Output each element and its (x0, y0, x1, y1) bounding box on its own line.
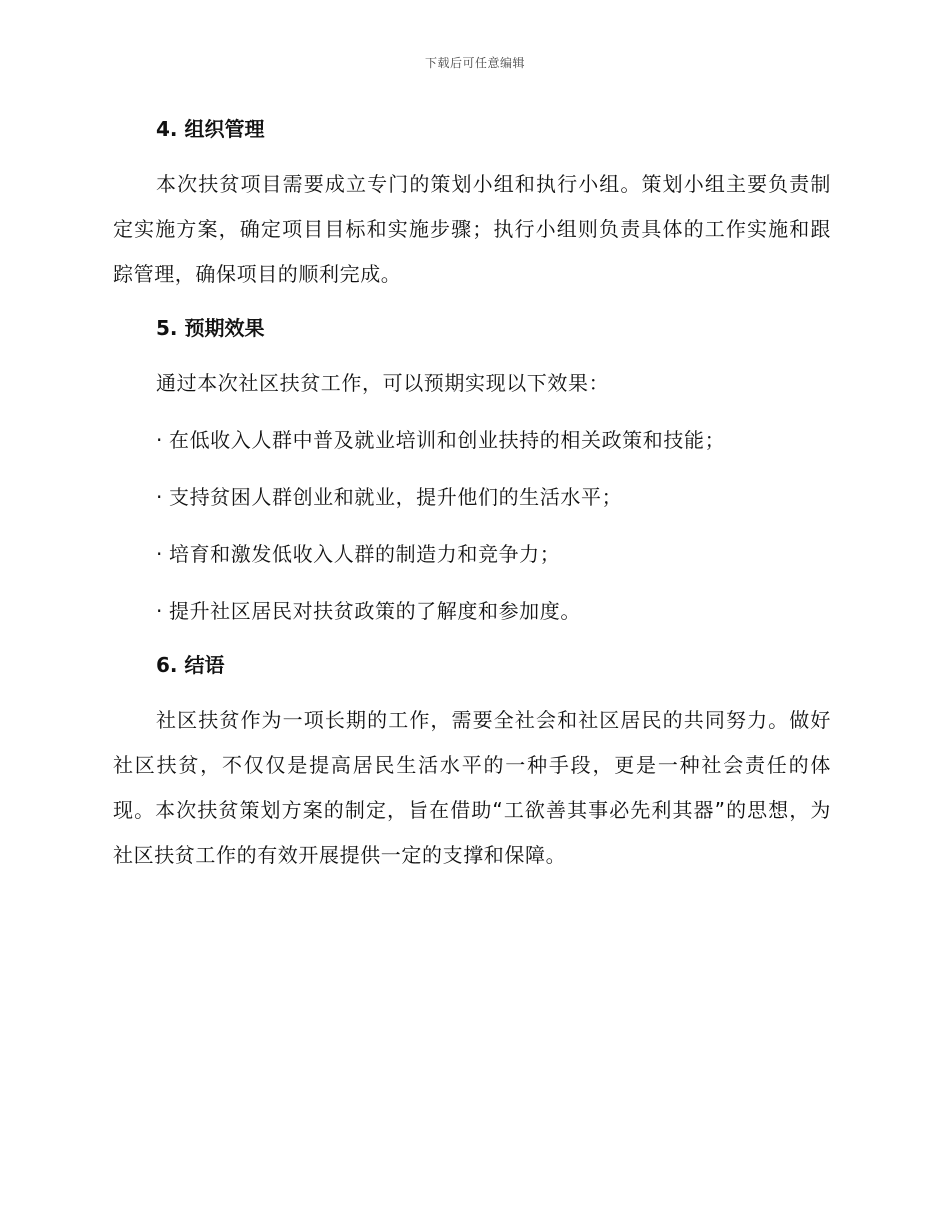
spacer (113, 463, 831, 475)
list-item-text: 提升社区居民对扶贫政策的了解度和参加度。 (168, 599, 581, 623)
bullet-icon: · (156, 428, 163, 452)
section-intro-expected-effects: 通过本次社区扶贫工作，可以预期实现以下效果： (156, 371, 610, 395)
list-item (113, 475, 831, 520)
spacer (113, 297, 831, 309)
spacer (113, 634, 831, 646)
list-item-text: 培育和激发低收入人群的制造力和竞争力； (168, 542, 561, 566)
effects-list (113, 418, 831, 634)
section-heading-organization: 4. 组织管理 (156, 117, 265, 141)
spacer (113, 347, 831, 361)
bullet-icon: · (156, 599, 163, 623)
spacer (113, 520, 831, 532)
bullet-icon: · (156, 542, 163, 566)
spacer (113, 148, 831, 162)
section-heading-conclusion: 6. 结语 (156, 653, 225, 677)
document-body (113, 110, 831, 878)
bullet-icon: · (156, 485, 163, 509)
section-heading-expected-effects: 5. 预期效果 (156, 316, 265, 340)
section-paragraph-organization: 本次扶贫项目需要成立专门的策划小组和执行小组。策划小组主要负责制定实施方案，确定项目目标和实施步骤；执行小组则负责具体的工作实施和跟踪管理，确保项目的顺利完成。 (113, 172, 831, 286)
list-item (113, 532, 831, 577)
list-item-text: 在低收入人群中普及就业培训和创业扶持的相关政策和技能； (168, 428, 726, 452)
list-item-text: 支持贫困人群创业和就业，提升他们的生活水平； (168, 485, 623, 509)
list-item (113, 418, 831, 463)
page-header: 下载后可任意编辑 (424, 56, 525, 70)
section-paragraph-conclusion: 社区扶贫作为一项长期的工作，需要全社会和社区居民的共同努力。做好社区扶贫，不仅仅是提高居民生活水平的一种手段，更是一种社会责任的体现。本次扶贫策划方案的制定，旨在借助“工欲善其事必先利其器”的思想，为社区扶贫工作的有效开展提供一定的支撑和保障。 (113, 708, 831, 867)
spacer (113, 406, 831, 418)
spacer (113, 684, 831, 698)
spacer (113, 577, 831, 589)
list-item (113, 589, 831, 634)
